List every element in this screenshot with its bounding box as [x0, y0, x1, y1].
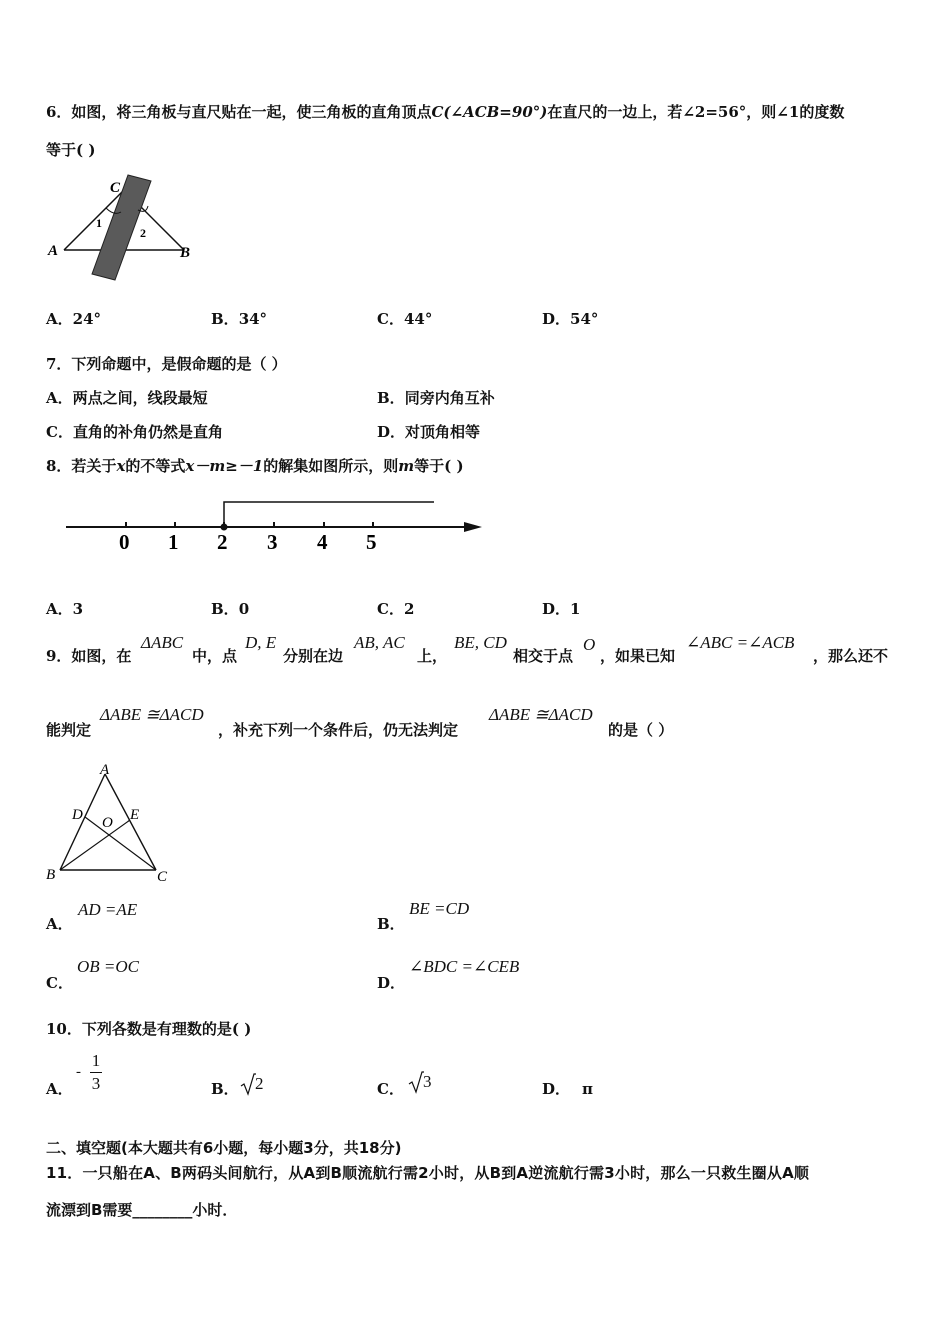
q9-t6: ，如果已知 [600, 647, 676, 665]
q6-label-1: 1 [96, 216, 102, 230]
q11-stem-line2: 流漂到B需要________小时． [46, 1201, 238, 1219]
q9-t1: 9．如图，在 [46, 647, 132, 665]
q10-option-b-letter[interactable]: B． [211, 1080, 239, 1098]
q6-figure [44, 172, 204, 284]
q10-option-b-radicand[interactable]: 2 [255, 1074, 264, 1093]
q9-t7: ，那么还不 [813, 647, 889, 665]
q9-t8: 能判定 [46, 721, 92, 739]
q8-stem: 8．若关于x的不等式x－m≥－1的解集如图所示，则m等于( ) [46, 457, 464, 475]
q9-t4: 上， [417, 647, 448, 665]
q9-option-b-value[interactable]: BE =CD [409, 899, 470, 918]
q7-stem: 7．下列命题中，是假命题的是（ ） [46, 355, 287, 373]
q9-label-d: D [72, 807, 83, 823]
q9-t2: 中，点 [192, 647, 238, 665]
q8-var-m: m [398, 457, 415, 475]
q9-m5: O [583, 635, 596, 654]
q7-option-c[interactable]: C．直角的补角仍然是直角 [46, 423, 223, 441]
q6-math: C(∠ACB=90°) [431, 103, 548, 121]
q10-option-a-frac[interactable] [90, 1052, 102, 1093]
q7-option-b[interactable]: B．同旁内角互补 [377, 389, 495, 407]
q9-figure [44, 760, 178, 886]
q10-option-c-sqrt-icon [408, 1070, 424, 1094]
q8-option-d[interactable]: D．1 [542, 600, 581, 618]
q9-option-a-letter[interactable]: A． [46, 915, 73, 933]
q10-stem: 10．下列各数是有理数的是( ) [46, 1020, 252, 1038]
q8-option-b[interactable]: B．0 [211, 600, 250, 618]
q8-tick-label-2: 2 [217, 530, 228, 554]
q9-option-d-value[interactable]: ∠BDC =∠CEB [409, 957, 520, 976]
q9-label-a: A [100, 762, 110, 778]
q6-label-b: B [180, 245, 191, 261]
q9-m8: ΔABE ≅ΔACD [489, 705, 593, 724]
q6-label-c: C [110, 180, 121, 196]
q9-m4: BE, CD [454, 633, 507, 652]
q9-m3: AB, AC [354, 633, 405, 652]
q10-frac-bar [90, 1072, 102, 1073]
q10-option-b-sqrt-icon [240, 1072, 256, 1096]
q9-label-e: E [130, 807, 140, 823]
q6-option-c[interactable]: C．44° [377, 310, 433, 328]
q6-option-a[interactable]: A．24° [46, 310, 102, 328]
q9-option-b-letter[interactable]: B． [377, 915, 405, 933]
q8-option-a[interactable]: A．3 [46, 600, 84, 618]
q9-m6: ∠ABC =∠ACB [686, 633, 795, 652]
q8-option-c[interactable]: C．2 [377, 600, 415, 618]
q6-option-b[interactable]: B．34° [211, 310, 268, 328]
q8-tick-label-5: 5 [366, 530, 377, 554]
q6-stem-line1 [46, 101, 844, 122]
q10-option-a-sign[interactable]: - [76, 1064, 81, 1080]
q9-m1: ΔABC [141, 633, 184, 652]
q9-label-b: B [46, 867, 56, 883]
q6-option-d[interactable]: D．54° [542, 310, 599, 328]
q8-solution-ray [224, 502, 434, 527]
q10-option-d[interactable]: D． π [542, 1080, 593, 1098]
q7-option-d[interactable]: D．对顶角相等 [377, 423, 481, 441]
q9-option-a-value[interactable]: AD =AE [78, 900, 138, 919]
q9-t9: ，补充下列一个条件后，仍无法判定 [218, 721, 459, 739]
q10-frac-numerator: 1 [91, 1051, 101, 1070]
q11-stem-line1: 11．一只船在A、B两码头间航行，从A到B顺流航行需2小时，从B到A逆流航行需3小时，那么一只救生圈从A顺 [46, 1164, 810, 1182]
q8-tick-label-3: 3 [267, 530, 278, 554]
q6-text-a: 6．如图，将三角板与直尺贴在一起，使三角板的直角顶点 [46, 103, 432, 121]
q8-tick-label-1: 1 [168, 530, 179, 554]
q6-label-2: 2 [140, 226, 146, 240]
q7-option-a[interactable]: A．两点之间，线段最短 [46, 389, 208, 407]
q9-option-d-letter[interactable]: D． [377, 974, 406, 992]
q9-t3: 分别在边 [283, 647, 344, 665]
q9-m7: ΔABE ≅ΔACD [100, 705, 204, 724]
q9-m2: D, E [245, 633, 277, 652]
q9-t5: 相交于点 [513, 647, 574, 665]
q6-text-b: 在直尺的一边上，若∠2=56°，则∠1的度数 [547, 103, 845, 121]
q6-label-a: A [48, 243, 59, 259]
q9-option-c-value[interactable]: OB =OC [77, 957, 139, 976]
q8-axis-arrow [464, 522, 482, 532]
q9-label-o: O [102, 815, 113, 831]
q10-frac-denominator: 3 [91, 1074, 101, 1093]
q8-tick-label-4: 4 [317, 530, 328, 554]
q9-segment-cd [85, 817, 156, 870]
q9-segment-be [60, 820, 130, 870]
q9-label-c: C [157, 869, 168, 885]
section2-title: 二、填空题(本大题共有6小题，每小题3分，共18分) [46, 1139, 402, 1157]
q8-var-x: x [116, 457, 126, 475]
q10-option-c-radicand[interactable]: 3 [423, 1072, 432, 1091]
q9-t10: 的是（ ） [608, 721, 674, 739]
q6-stem-line2: 等于( ) [46, 141, 96, 159]
q8-tick-label-0: 0 [119, 530, 130, 554]
q9-option-c-letter[interactable]: C． [46, 974, 73, 992]
q10-option-a-letter[interactable]: A． [46, 1080, 73, 1098]
q8-inequality: x－m≥－1 [185, 457, 264, 475]
q8-number-line [60, 492, 490, 554]
q10-option-c-letter[interactable]: C． [377, 1080, 404, 1098]
